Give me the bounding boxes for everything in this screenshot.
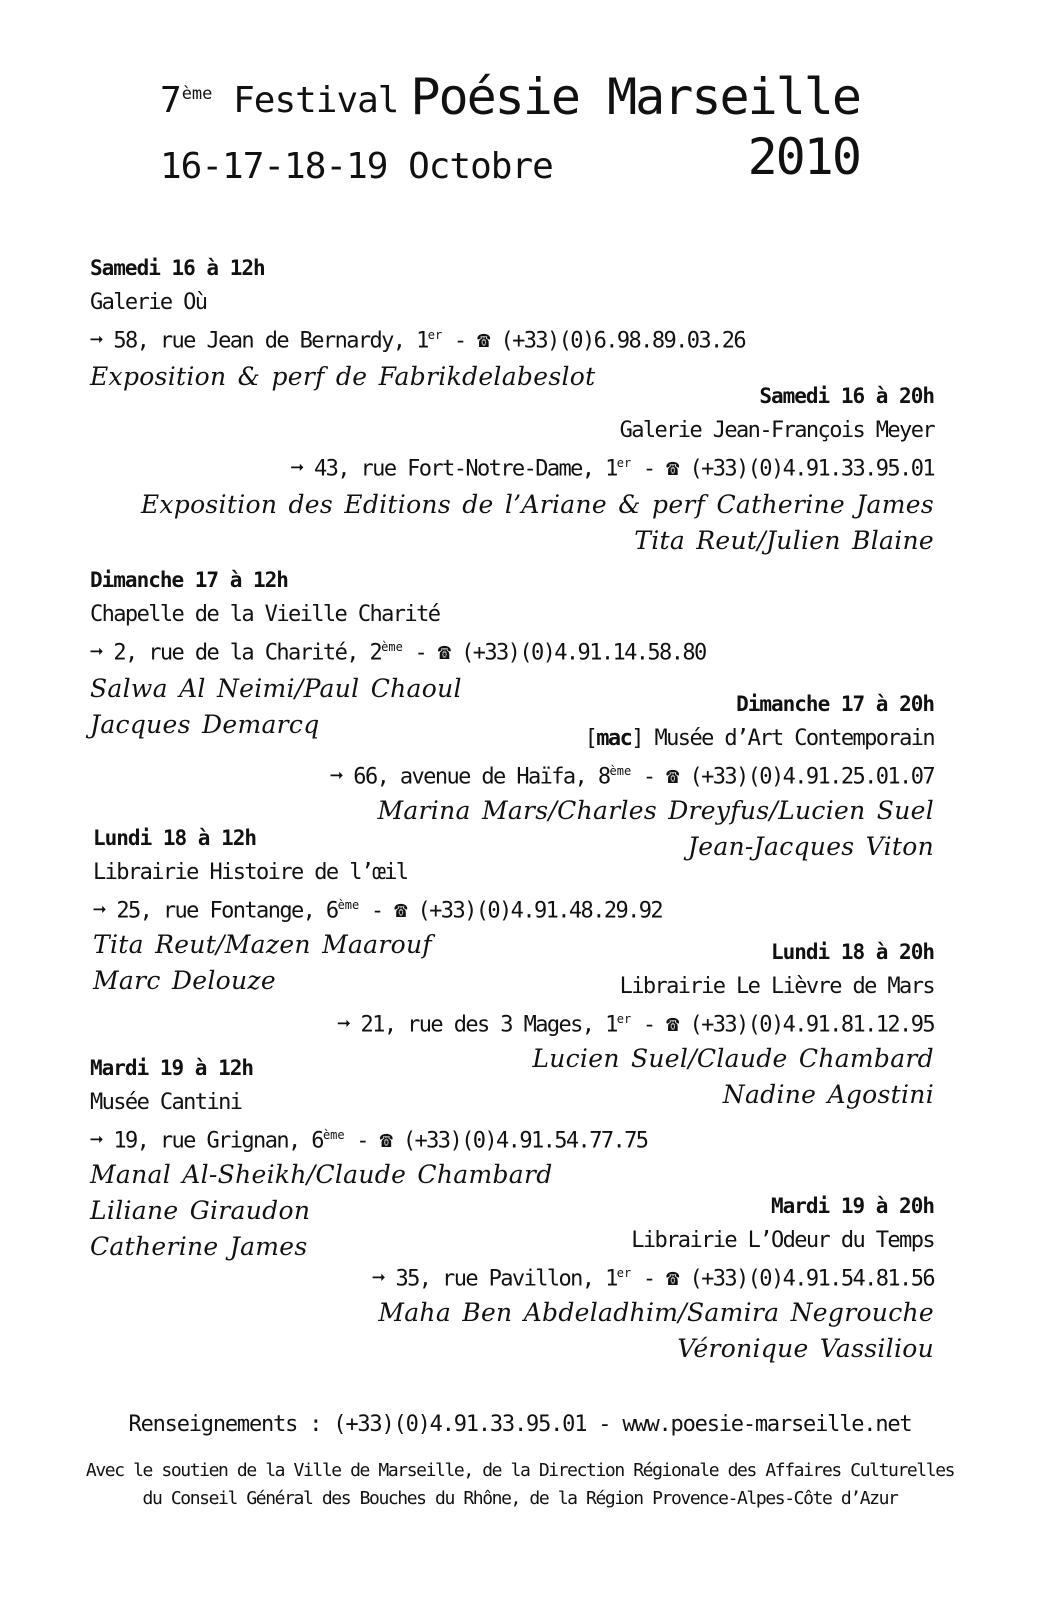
event-line1-sat20: Exposition des Editions de l’Ariane & perf Catherine James [140, 490, 934, 519]
event-day-sun12: Dimanche 17 à 12h [90, 568, 288, 592]
telephone-icon: ☎ [666, 1012, 678, 1038]
right-arrow-icon: ➞ [329, 764, 342, 790]
event-line2-sat20: Tita Reut/Julien Blaine [634, 526, 934, 555]
right-arrow-icon: ➞ [90, 640, 102, 666]
telephone-icon: ☎ [394, 898, 406, 924]
festival-name: Poésie Marseille [410, 68, 860, 126]
event-venue-sun20: [mac] Musée d’Art Contemporain [584, 726, 934, 751]
festival-label: Festival [233, 80, 399, 121]
event-address-sun12: ➞ 2, rue de la Charité, 2ème - ☎ (+33)(0)4.91.14.58.80 [90, 640, 706, 666]
event-phone-tue20: (+33)(0)4.91.54.81.56 [689, 1266, 934, 1292]
footer-support-line2: du Conseil Général des Bouches du Rhône, de la Région Provence-Alpes-Côte d’Azur [142, 1488, 898, 1509]
event-venue-sat20: Galerie Jean-François Meyer [619, 418, 934, 443]
event-address-mon20: ➞ 21, rue des 3 Mages, 1er - ☎ (+33)(0)4.91.81.12.95 [337, 1012, 934, 1038]
event-day-mon12: Lundi 18 à 12h [93, 826, 257, 850]
event-line1-mon20: Lucien Suel/Claude Chambard [532, 1044, 934, 1073]
event-line1-mon12: Tita Reut/Mazen Maarouf [93, 930, 432, 959]
right-arrow-icon: ➞ [372, 1266, 384, 1292]
event-venue-sun12: Chapelle de la Vieille Charité [90, 602, 440, 627]
event-line2-tue12: Liliane Giraudon [90, 1196, 311, 1225]
event-phone-tue12: (+33)(0)4.91.54.77.75 [402, 1128, 648, 1154]
event-day-sat12: Samedi 16 à 12h [90, 256, 265, 280]
event-line2-mon20: Nadine Agostini [722, 1080, 934, 1109]
telephone-icon: ☎ [477, 328, 489, 354]
event-phone-sat12: (+33)(0)6.98.89.03.26 [500, 328, 745, 354]
event-day-mon20: Lundi 18 à 20h [770, 940, 934, 964]
right-arrow-icon: ➞ [337, 1012, 349, 1038]
event-line1-sun20: Marina Mars/Charles Dreyfus/Lucien Suel [377, 796, 934, 825]
event-phone-sat20: (+33)(0)4.91.33.95.01 [689, 456, 934, 482]
event-line2-sun20: Jean-Jacques Viton [687, 832, 934, 861]
event-phone-sun12: (+33)(0)4.91.14.58.80 [461, 640, 706, 666]
event-venue-tue20: Librairie L’Odeur du Temps [631, 1228, 934, 1253]
event-venue-sat12: Galerie Où [90, 290, 207, 315]
event-line1-sun12: Salwa Al Neimi/Paul Chaoul [90, 674, 462, 703]
event-line2-sun12: Jacques Demarcq [90, 710, 320, 739]
event-day-sun20: Dimanche 17 à 20h [736, 692, 934, 716]
event-address-mon12: ➞ 25, rue Fontange, 6ème - ☎ (+33)(0)4.91.48.29.92 [93, 898, 663, 924]
footer-support-line1: Avec le soutien de la Ville de Marseille, de la Direction Régionale des Affaires Culturelles [85, 1460, 955, 1481]
edition-superscript: ème [181, 84, 213, 104]
right-arrow-icon: ➞ [290, 456, 303, 482]
event-phone-sun20: (+33)(0)4.91.25.01.07 [689, 764, 934, 790]
telephone-icon: ☎ [666, 764, 678, 790]
event-line1-tue12: Manal Al-Sheikh/Claude Chambard [90, 1160, 553, 1189]
event-address-sun20: ➞ 66, avenue de Haïfa, 8ème - ☎ (+33)(0)4.91.25.01.07 [329, 764, 934, 790]
event-phone-mon20: (+33)(0)4.91.81.12.95 [689, 1012, 934, 1038]
right-arrow-icon: ➞ [93, 898, 105, 924]
event-venue-mon12: Librairie Histoire de l’œil [93, 860, 408, 885]
event-address-tue20: ➞ 35, rue Pavillon, 1er - ☎ (+33)(0)4.91.54.81.56 [372, 1266, 934, 1292]
event-day-tue12: Mardi 19 à 12h [90, 1056, 254, 1080]
event-line2-mon12: Marc Delouze [93, 966, 276, 995]
event-venue-mon20: Librairie Le Lièvre de Mars [619, 974, 934, 999]
edition-number: 7 [160, 80, 181, 121]
festival-year: 2010 [747, 128, 860, 186]
right-arrow-icon: ➞ [90, 328, 102, 354]
right-arrow-icon: ➞ [90, 1128, 102, 1154]
event-day-sat20: Samedi 16 à 20h [759, 384, 934, 408]
event-line-sat12: Exposition & perf de Fabrikdelabeslot [90, 362, 596, 391]
telephone-icon: ☎ [666, 456, 678, 482]
event-day-tue20: Mardi 19 à 20h [770, 1194, 934, 1218]
festival-edition [160, 80, 398, 121]
telephone-icon: ☎ [437, 640, 450, 666]
event-line1-tue20: Maha Ben Abdeladhim/Samira Negrouche [378, 1298, 934, 1327]
festival-dates: 16-17-18-19 Octobre [160, 146, 553, 187]
event-line3-tue12: Catherine James [90, 1232, 308, 1261]
event-venue-tue12: Musée Cantini [90, 1090, 242, 1115]
event-phone-mon12: (+33)(0)4.91.48.29.92 [417, 898, 663, 924]
footer-info: Renseignements : (+33)(0)4.91.33.95.01 - www.poesie-marseille.net [128, 1412, 912, 1437]
event-line2-tue20: Véronique Vassiliou [677, 1334, 934, 1363]
event-address-tue12: ➞ 19, rue Grignan, 6ème - ☎ (+33)(0)4.91.54.77.75 [90, 1128, 648, 1154]
venue-abbrev-mac: mac [596, 726, 632, 751]
event-address-sat12: ➞ 58, rue Jean de Bernardy, 1er - ☎ (+33)(0)6.98.89.03.26 [90, 328, 745, 354]
telephone-icon: ☎ [666, 1266, 678, 1292]
event-address-sat20: ➞ 43, rue Fort-Notre-Dame, 1er - ☎ (+33)(0)4.91.33.95.01 [290, 456, 934, 482]
telephone-icon: ☎ [379, 1128, 392, 1154]
